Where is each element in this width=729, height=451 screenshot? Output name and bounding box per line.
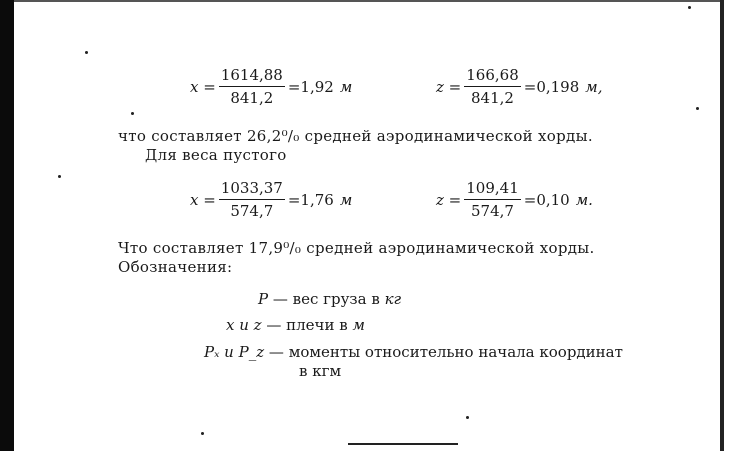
equation-variable: z — [436, 190, 444, 209]
definition-term: P — [258, 290, 269, 308]
numerator: 1614,88 — [219, 66, 285, 87]
scan-speck — [466, 416, 469, 419]
definition-term: x и z — [226, 316, 262, 334]
definition-unit: кг — [384, 290, 402, 308]
definition-continuation: в кгм — [299, 362, 342, 380]
numerator: 166,68 — [464, 66, 521, 87]
definition-description: моменты относительно начала координат — [288, 343, 623, 361]
fraction — [219, 179, 285, 220]
scan-speck — [688, 6, 691, 9]
fraction — [464, 66, 521, 107]
definition-term: Pₓ и P_z — [204, 343, 265, 361]
equals-sign: = — [443, 190, 462, 209]
numerator: 109,41 — [464, 179, 521, 200]
equation-unit: м. — [575, 190, 593, 209]
definition-row — [258, 290, 401, 308]
numerator: 1033,37 — [219, 179, 285, 200]
scan-right-border — [720, 0, 724, 451]
denominator: 841,2 — [230, 89, 274, 107]
definition-row — [226, 316, 365, 334]
equation-variable: x — [190, 190, 199, 209]
denominator: 574,7 — [471, 202, 514, 220]
definition-row — [204, 343, 623, 361]
equals-sign: = — [523, 190, 537, 209]
equation-z-row1 — [436, 66, 603, 107]
equals-sign: = — [198, 190, 216, 209]
definition-dash: — — [268, 343, 284, 361]
scan-top-border — [14, 0, 720, 2]
equals-sign: = — [287, 190, 301, 209]
text-line: Что составляет 17,9⁰/₀ средней аэродинамической хорды. — [118, 239, 595, 257]
equation-result: 0,10 — [536, 190, 570, 209]
scan-speck — [131, 112, 134, 115]
equation-result: 0,198 — [536, 77, 580, 96]
equals-sign: = — [443, 77, 462, 96]
denominator: 574,7 — [230, 202, 274, 220]
definition-description: плечи в — [286, 316, 348, 334]
text-line: что составляет 26,2⁰/₀ средней аэродинамической хорды. — [118, 127, 593, 145]
equals-sign: = — [287, 77, 301, 96]
fraction — [219, 66, 285, 107]
denominator: 841,2 — [471, 89, 514, 107]
footnote-rule — [348, 443, 458, 445]
equation-x-row1 — [190, 66, 352, 107]
equation-variable: x — [190, 77, 199, 96]
equation-variable: z — [436, 77, 444, 96]
definition-unit: м — [352, 316, 365, 334]
scan-speck — [696, 107, 699, 110]
equation-unit: м — [339, 190, 353, 209]
equation-result: 1,76 — [300, 190, 334, 209]
definition-dash: — — [266, 316, 282, 334]
equation-result: 1,92 — [300, 77, 334, 96]
equation-z-row2 — [436, 179, 593, 220]
text-line: Для веса пустого — [145, 146, 287, 164]
scan-speck — [201, 432, 204, 435]
equation-unit: м, — [585, 77, 603, 96]
equals-sign: = — [198, 77, 216, 96]
scan-left-border — [0, 0, 14, 451]
fraction — [464, 179, 521, 220]
scan-speck — [58, 175, 61, 178]
equals-sign: = — [523, 77, 537, 96]
text-line: Обозначения: — [118, 258, 233, 276]
equation-x-row2 — [190, 179, 352, 220]
scan-speck — [85, 51, 88, 54]
equation-unit: м — [339, 77, 353, 96]
definition-dash: — — [272, 290, 288, 308]
definition-description: вес груза в — [292, 290, 380, 308]
